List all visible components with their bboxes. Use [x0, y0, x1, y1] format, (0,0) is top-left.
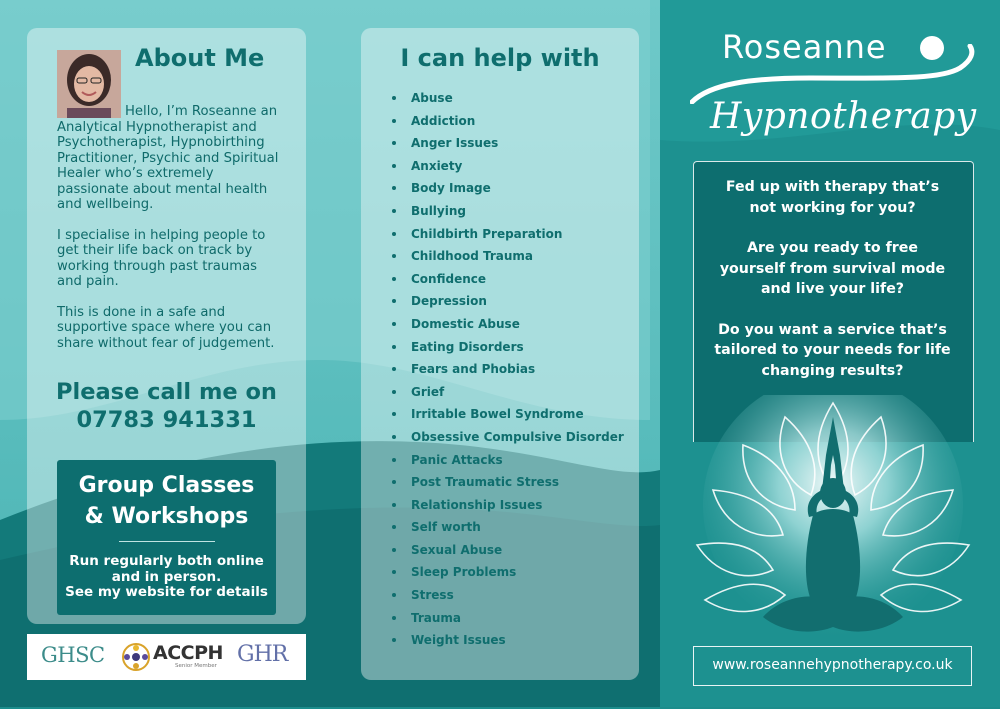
help-list-item: Irritable Bowel Syndrome: [387, 406, 624, 429]
website-link[interactable]: www.roseannehypnotherapy.co.uk: [693, 646, 972, 686]
call-to-action: [40, 378, 293, 434]
phone-number[interactable]: 07783 941331: [76, 407, 257, 433]
question-2: [700, 238, 965, 300]
meditation-mandala-icon: [693, 395, 973, 655]
group-body-line-2: and in person.: [111, 568, 222, 585]
question-2-line-3: and live your life?: [760, 281, 905, 297]
brand-swoosh-icon: [690, 44, 980, 104]
about-text: [57, 104, 282, 366]
help-list-item: Fears and Phobias: [387, 361, 624, 384]
brand-name-line-1: Roseanne: [722, 28, 887, 66]
membership-logos: [27, 634, 306, 680]
question-3-line-1: Do you want a service that’s: [718, 321, 947, 338]
question-1-line-2: not working for you?: [749, 199, 916, 216]
ghsc-logo-text: GHSC: [41, 643, 105, 667]
help-list-item: Grief: [387, 384, 624, 407]
help-list-item: Relationship Issues: [387, 497, 624, 520]
question-3: [700, 320, 965, 382]
help-list-item: Trauma: [387, 610, 624, 633]
help-list: [387, 90, 624, 655]
help-list-item: Body Image: [387, 180, 624, 203]
question-2-line-1: Are you ready to free: [747, 240, 918, 256]
help-list-item: Childbirth Preparation: [387, 226, 624, 249]
help-list-item: Abuse: [387, 90, 624, 113]
accph-logo-text: ACCPH: [153, 642, 223, 664]
question-1: [700, 177, 965, 218]
help-list-item: Self worth: [387, 519, 624, 542]
group-body: [57, 554, 276, 601]
ghsc-logo: [41, 643, 105, 689]
help-list-item: Anger Issues: [387, 135, 624, 158]
question-3-line-2: tailored to your needs for life: [714, 342, 951, 358]
ghr-logo: [237, 642, 287, 688]
help-list-item: Stress: [387, 587, 624, 610]
help-list-item: Childhood Trauma: [387, 248, 624, 271]
help-list-item: Bullying: [387, 203, 624, 226]
help-list-item: Sexual Abuse: [387, 542, 624, 565]
accph-logo-subtext: Senior Member: [175, 663, 217, 669]
group-body-line-3: See my website for details: [65, 584, 268, 600]
help-list-item: Eating Disorders: [387, 339, 624, 362]
help-list-item: Obsessive Compulsive Disorder: [387, 429, 624, 452]
question-3-line-3: changing results?: [761, 362, 904, 379]
help-list-item: Confidence: [387, 271, 624, 294]
group-title: [57, 470, 276, 532]
accph-emblem-icon: [121, 642, 151, 672]
group-title-line-1: Group Classes: [78, 473, 255, 498]
help-list-item: Depression: [387, 293, 624, 316]
questions-text: [700, 177, 965, 401]
help-list-item: Panic Attacks: [387, 452, 624, 475]
help-list-item: Post Traumatic Stress: [387, 474, 624, 497]
help-list-item: Weight Issues: [387, 632, 624, 655]
question-2-line-2: yourself from survival mode: [719, 260, 946, 277]
help-list-item: Domestic Abuse: [387, 316, 624, 339]
group-classes-box: [57, 460, 276, 615]
help-list-item: Addiction: [387, 113, 624, 136]
help-list-item: Sleep Problems: [387, 564, 624, 587]
question-1-line-1: Fed up with therapy that’s: [725, 179, 940, 195]
group-title-line-2: & Workshops: [84, 504, 249, 529]
brand-name-line-2: Hypnotherapy: [710, 96, 977, 137]
about-paragraph-1: Hello, I’m Roseanne an Analytical Hypnotherapist and Psychotherapist, Hypnobirthing Practitioner, Psychic and Spiritual Healer who’s extremely passionate about mental health and wellbeing.: [57, 104, 279, 212]
help-list-item: Anxiety: [387, 158, 624, 181]
divider: [119, 541, 215, 542]
about-paragraph-2: I specialise in helping people to get their life back on track by working through past traumas and pain.: [57, 227, 266, 289]
about-title: About Me: [135, 44, 265, 72]
call-label: Please call me on: [56, 379, 277, 405]
ghr-logo-text: GHR: [237, 642, 288, 667]
help-title: I can help with: [400, 44, 600, 72]
about-paragraph-3: This is done in a safe and supportive space where you can share without fear of judgement.: [57, 304, 275, 351]
group-body-line-1: Run regularly both online: [69, 553, 264, 569]
